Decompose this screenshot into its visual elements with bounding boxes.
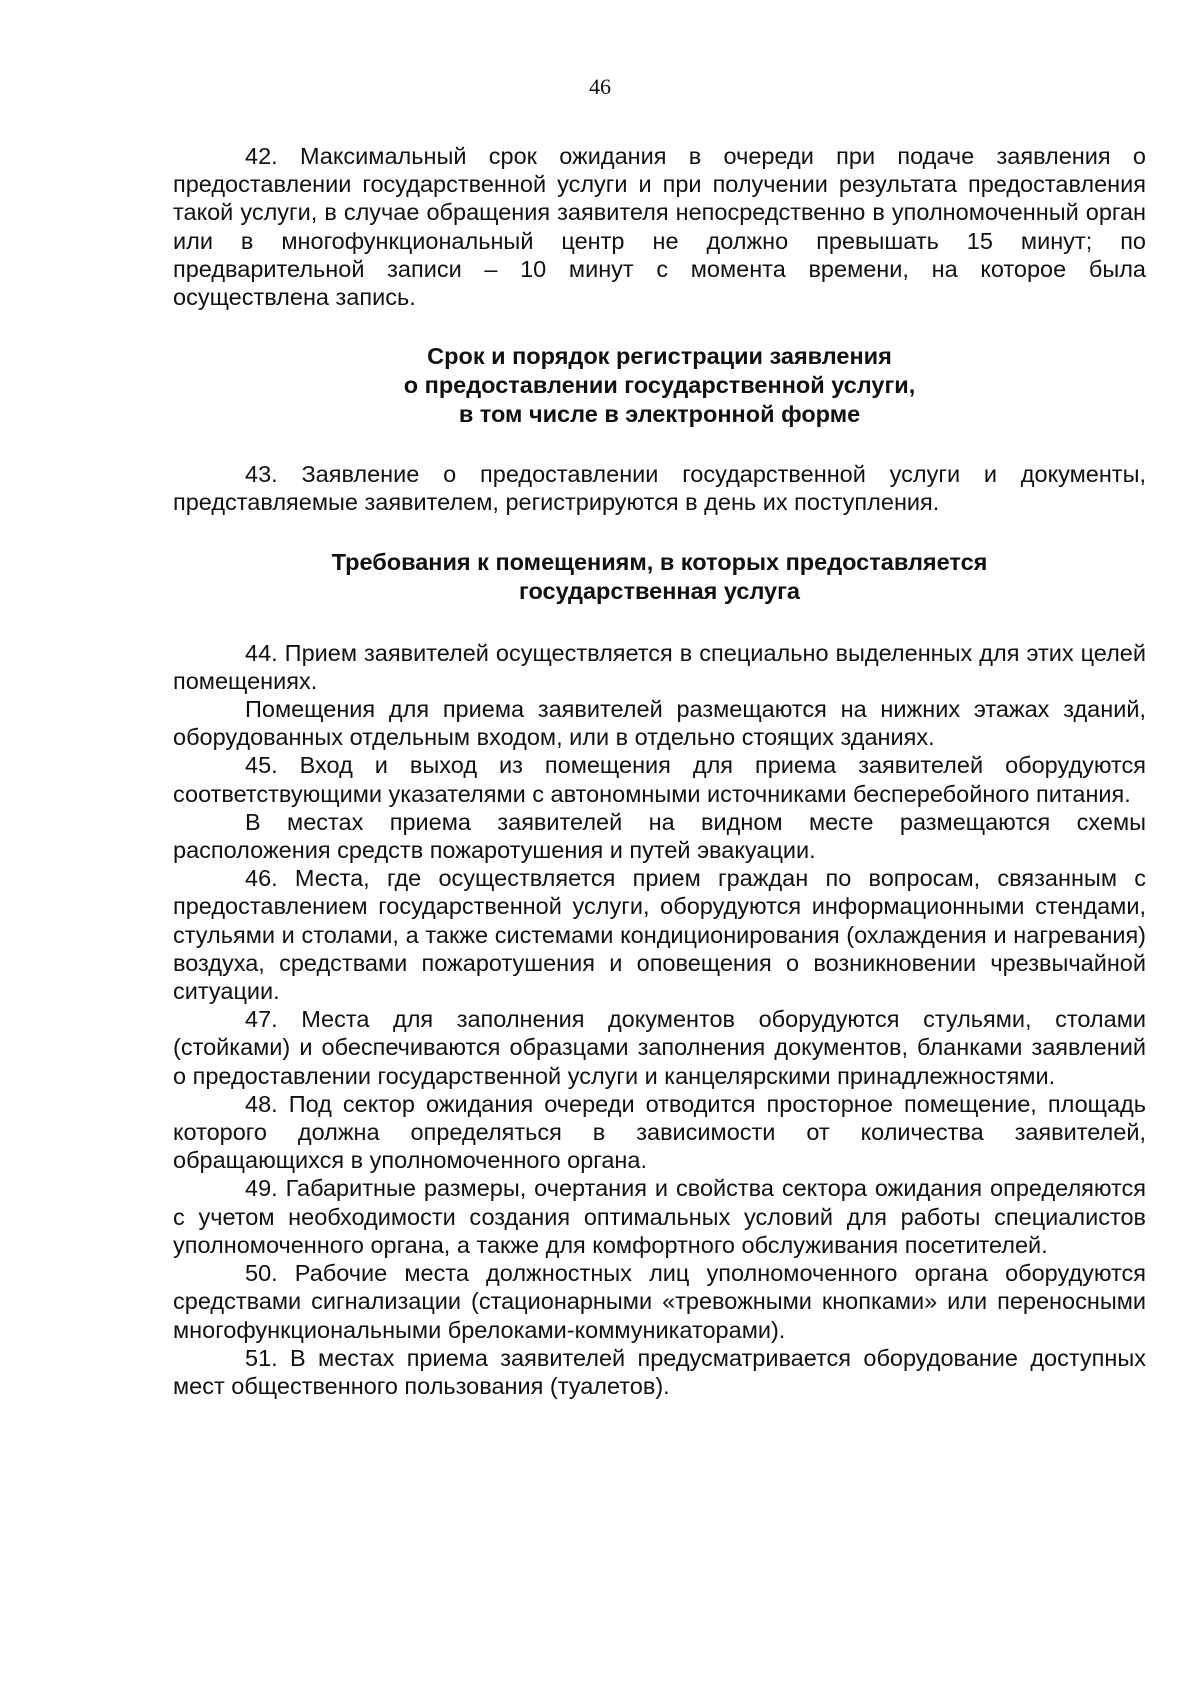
document-body <box>173 142 1146 1400</box>
paragraph-44-continued: Помещения для приема заявителей размещаются на нижних этажах зданий, оборудованных отдельным входом, или в отдельно стоящих зданиях. <box>173 696 1146 751</box>
heading-line: Требования к помещениям, в которых предоставляется <box>331 548 988 575</box>
paragraph-50: 50. Рабочие места должностных лиц уполномоченного органа оборудуются средствами сигнализации (стационарными «тревожными кнопками» или переносными многофункциональными брелоками-коммуникаторами). <box>173 1260 1146 1343</box>
heading-line: о предоставлении государственной услуги, <box>403 372 916 399</box>
paragraph-45: 45. Вход и выход из помещения для приема заявителей оборудуются соответствующими указателями с автономными источниками бесперебойного питания. <box>173 752 1146 807</box>
paragraph-51: 51. В местах приема заявителей предусматривается оборудование доступных мест общественного пользования (туалетов). <box>173 1344 1146 1399</box>
page-number: 46 <box>589 74 611 99</box>
paragraph-43: 43. Заявление о предоставлении государственной услуги и документы, представляемые заявителем, регистрируются в день их поступления. <box>173 461 1146 516</box>
paragraph-48: 48. Под сектор ожидания очереди отводится просторное помещение, площадь которого должна определяться в зависимости от количества заявителей, обращающихся в уполномоченного органа. <box>173 1090 1146 1174</box>
paragraph-46: 46. Места, где осуществляется прием граждан по вопросам, связанным с предоставлением государственной услуги, оборудуются информационными стендами, стульями и столами, а также системами кондиционирования (охлаждения и нагревания) воздуха, средствами пожаротушения и оповещения о возникновении чрезвычайной ситуации. <box>173 865 1146 1005</box>
section-heading-premises <box>173 548 1146 606</box>
paragraph-45-continued: В местах приема заявителей на видном месте размещаются схемы расположения средств пожаротушения и путей эвакуации. <box>173 808 1146 864</box>
heading-line: государственная услуга <box>518 577 800 604</box>
paragraph-44: 44. Прием заявителей осуществляется в специально выделенных для этих целей помещениях. <box>173 639 1146 694</box>
section-heading-registration <box>173 342 1146 429</box>
paragraph-42: 42. Максимальный срок ожидания в очереди при подаче заявления о предоставлении государственной услуги и при получении результата предоставления такой услуги, в случае обращения заявителя непосредственно в уполномоченный орган или в многофункциональный центр не должно превышать 15 минут; по предварительной записи – 10 минут с момента времени, на которое была осуществлена запись. <box>173 143 1146 311</box>
paragraph-49: 49. Габаритные размеры, очертания и свойства сектора ожидания определяются с учетом необходимости создания оптимальных условий для работы специалистов уполномоченного органа, а также для комфортного обслуживания посетителей. <box>173 1175 1146 1258</box>
paragraph-47: 47. Места для заполнения документов оборудуются стульями, столами (стойками) и обеспечиваются образцами заполнения документов, бланками заявлений о предоставлении государственной услуги и канцелярскими принадлежностями. <box>173 1006 1146 1089</box>
heading-line: Срок и порядок регистрации заявления <box>427 343 892 370</box>
heading-line: в том числе в электронной форме <box>458 401 861 428</box>
